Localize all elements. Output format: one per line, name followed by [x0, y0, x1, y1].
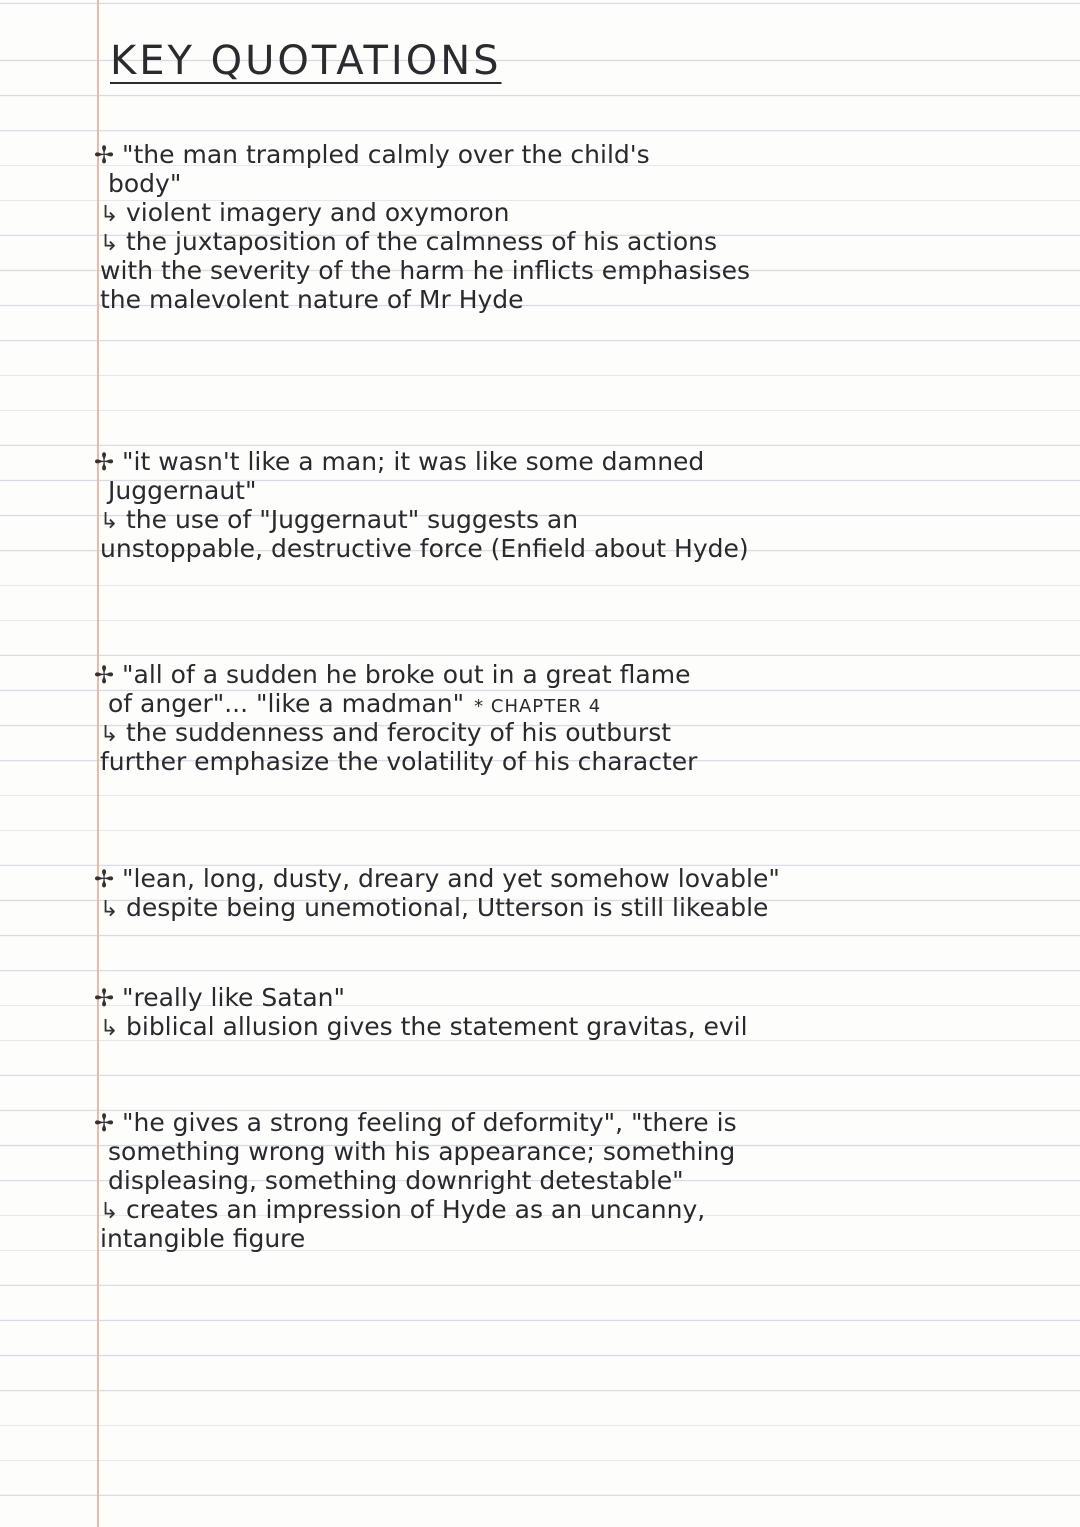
page-title: KEY QUOTATIONS — [110, 38, 502, 84]
arrow-icon: ↳ — [100, 231, 119, 256]
quote-line: something wrong with his appearance; something — [108, 1137, 736, 1166]
quotation-entry — [94, 864, 1050, 922]
star-bullet-icon: ✢ — [94, 141, 115, 169]
analysis-line: ↳ the suddenness and ferocity of his outburst — [100, 718, 672, 747]
star-bullet-icon: ✢ — [94, 661, 115, 689]
quote-line: ✢ "the man trampled calmly over the child's — [94, 140, 650, 169]
margin-line — [97, 0, 99, 1527]
star-bullet-icon: ✢ — [94, 448, 115, 476]
star-bullet-icon: ✢ — [94, 865, 115, 893]
quotation-entry — [94, 447, 1050, 563]
analysis-line: ↳ the juxtaposition of the calmness of his actions — [100, 227, 718, 256]
arrow-icon: ↳ — [100, 509, 119, 534]
quote-line: ✢ "really like Satan" — [94, 983, 346, 1012]
analysis-line: the malevolent nature of Mr Hyde — [100, 285, 524, 314]
analysis-line: ↳ biblical allusion gives the statement gravitas, evil — [100, 1012, 748, 1041]
analysis-line: with the severity of the harm he inflicts emphasises — [100, 256, 750, 285]
arrow-icon: ↳ — [100, 897, 119, 922]
arrow-icon: ↳ — [100, 1016, 119, 1041]
quote-line: of anger"... "like a madman" * CHAPTER 4 — [108, 689, 602, 718]
arrow-icon: ↳ — [100, 1199, 119, 1224]
star-bullet-icon: ✢ — [94, 1109, 115, 1137]
arrow-icon: ↳ — [100, 202, 119, 227]
analysis-line: ↳ despite being unemotional, Utterson is still likeable — [100, 893, 769, 922]
arrow-icon: ↳ — [100, 722, 119, 747]
analysis-line: ↳ violent imagery and oxymoron — [100, 198, 510, 227]
analysis-line: unstoppable, destructive force (Enfield about Hyde) — [100, 534, 749, 563]
quotation-entry — [94, 983, 1050, 1041]
star-bullet-icon: ✢ — [94, 984, 115, 1012]
analysis-line: intangible figure — [100, 1224, 306, 1253]
quote-line: displeasing, something downright detestable" — [108, 1166, 684, 1195]
quote-line: ✢ "it wasn't like a man; it was like some damned — [94, 447, 705, 476]
analysis-line: ↳ the use of "Juggernaut" suggests an — [100, 505, 579, 534]
quotation-entry — [94, 140, 1050, 314]
quote-line: body" — [108, 169, 182, 198]
analysis-line: further emphasize the volatility of his character — [100, 747, 698, 776]
quotation-entry — [94, 660, 1050, 776]
quotation-entry — [94, 1108, 1050, 1253]
chapter-note: * CHAPTER 4 — [474, 696, 602, 717]
analysis-line: ↳ creates an impression of Hyde as an uncanny, — [100, 1195, 706, 1224]
quote-line: ✢ "lean, long, dusty, dreary and yet somehow lovable" — [94, 864, 780, 893]
quote-line: ✢ "he gives a strong feeling of deformity", "there is — [94, 1108, 737, 1137]
quote-line: ✢ "all of a sudden he broke out in a great flame — [94, 660, 691, 689]
quote-line: Juggernaut" — [108, 476, 257, 505]
